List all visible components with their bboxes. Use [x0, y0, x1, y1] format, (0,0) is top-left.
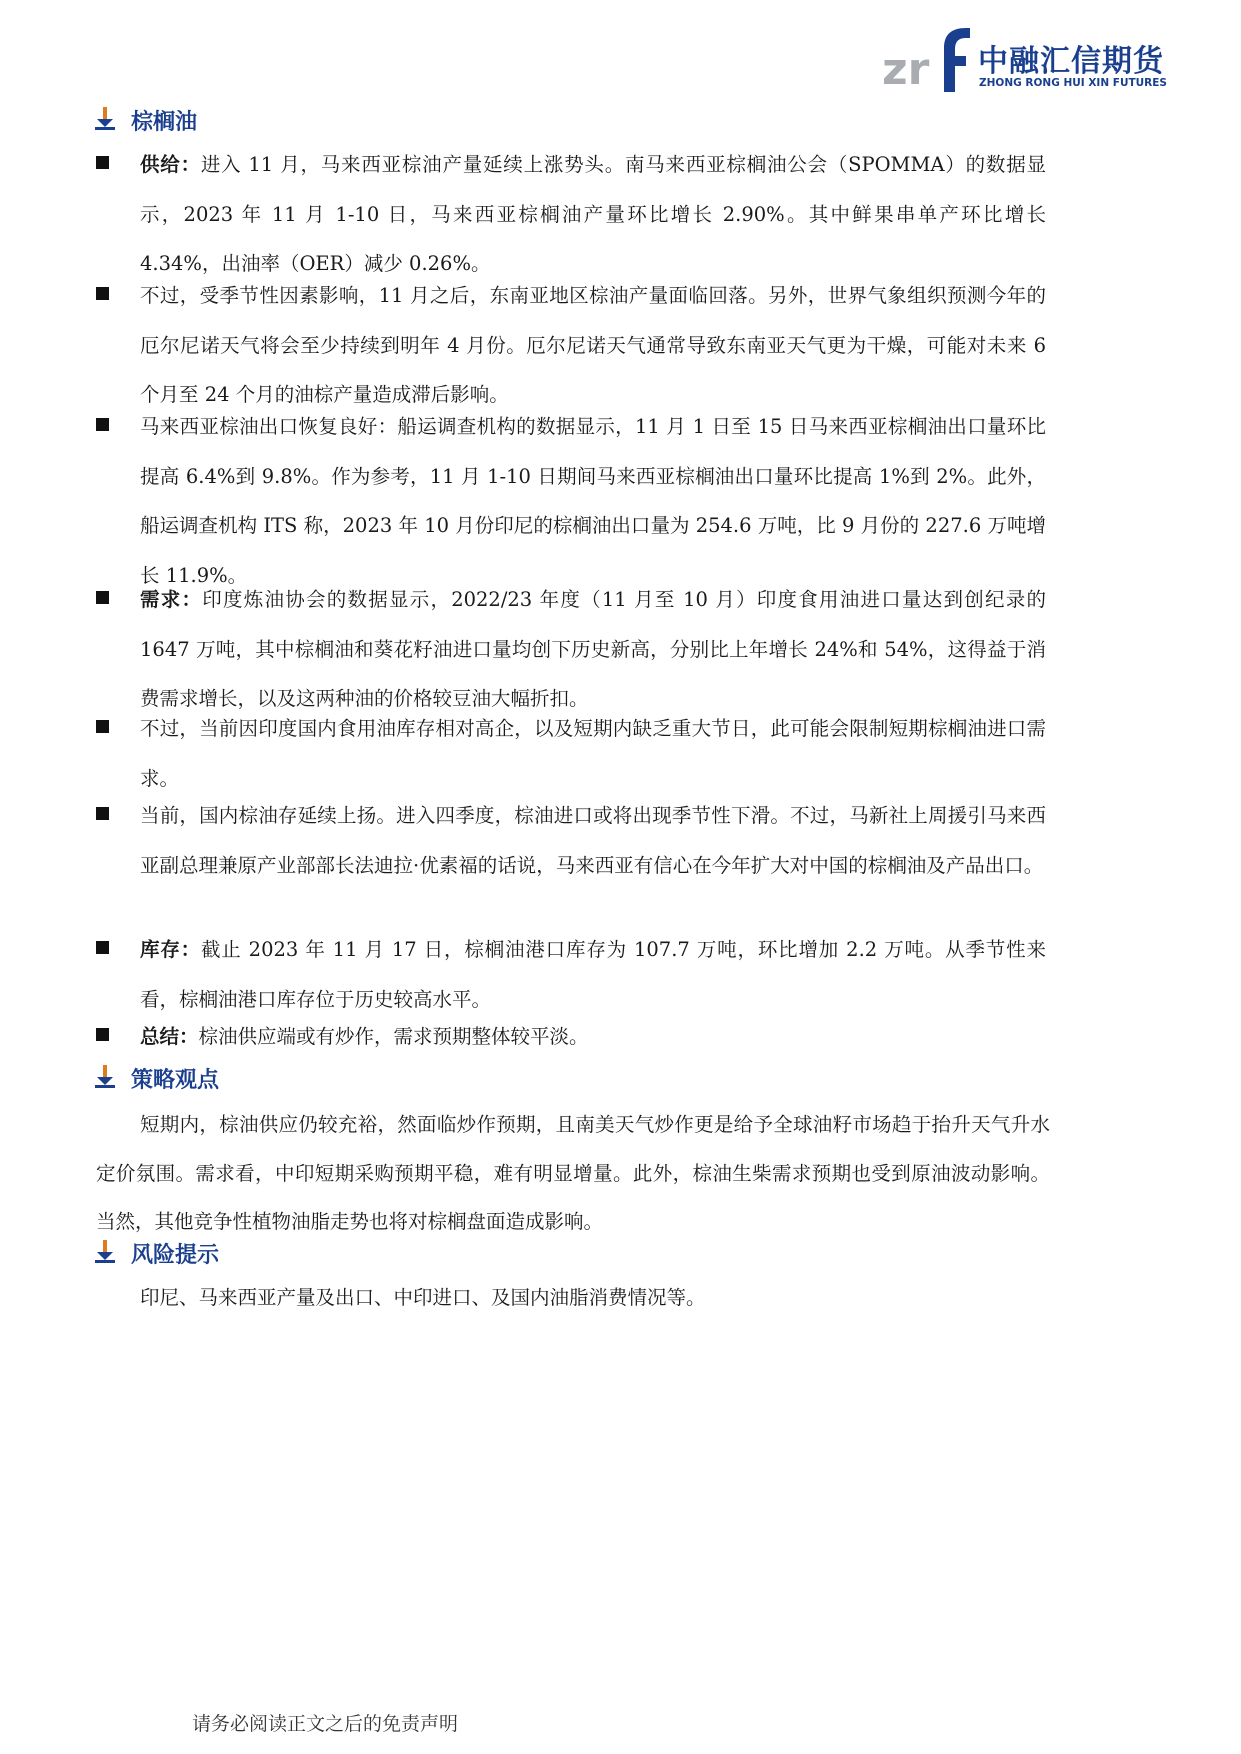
bullet-text: 不过，当前因印度国内食用油库存相对高企，以及短期内缺乏重大节日，此可能会限制短期棕榈油进口需求。 [140, 717, 1046, 790]
bullet-paragraph-inventory [96, 925, 1046, 1024]
bullet-text: 印度炼油协会的数据显示，2022/23 年度（11 月至 10 月）印度食用油进口量达到创纪录的 1647 万吨，其中棕榈油和葵花籽油进口量均创下历史新高，分别比上年增长 24%和 54%，这得益于消费需求增长，以及这两种油的价格较豆油大幅折扣。 [140, 588, 1046, 710]
zrf-logo-mark [882, 26, 972, 92]
bullet-text: 进入 11 月，马来西亚棕油产量延续上涨势头。南马来西亚棕榈油公会（SPOMMA）的数据显示，2023 年 11 月 1-10 日，马来西亚棕榈油产量环比增长 2.90%。其中鲜果串单产环比增长 4.34%，出油率（OER）减少 0.26%。 [140, 153, 1046, 275]
logo-name-en: ZHONG RONG HUI XIN FUTURES [979, 77, 1167, 89]
square-bullet-icon [96, 591, 109, 604]
section-heading-risk [93, 1235, 219, 1271]
footer-disclaimer: 请务必阅读正文之后的免责声明 [192, 1713, 459, 1735]
section-title: 风险提示 [131, 1242, 220, 1268]
arrow-bullet-icon [93, 1240, 117, 1266]
bullet-text: 马来西亚棕油出口恢复良好：船运调查机构的数据显示，11 月 1 日至 15 日马来西亚棕榈油出口量环比提高 6.4%到 9.8%。作为参考，11 月 1-10 日期间马来西亚棕榈油出口量环比提高 1%到 2%。此外，船运调查机构 ITS 称，2023 年 10 月份印尼的棕榈油出口量为 254.6 万吨，比 9 月份的 227.6 万吨增长 11.9%。 [140, 415, 1046, 587]
bullet-paragraph-india-stock [96, 704, 1046, 803]
bullet-paragraph-summary [96, 1012, 1046, 1062]
square-bullet-icon [96, 807, 109, 820]
bullet-paragraph-demand [96, 575, 1046, 724]
arrow-bullet-icon [93, 1065, 117, 1091]
bullet-label: 总结： [140, 1025, 199, 1048]
section-heading-strategy [93, 1060, 219, 1096]
square-bullet-icon [96, 287, 109, 300]
bullet-text: 不过，受季节性因素影响，11 月之后，东南亚地区棕油产量面临回落。另外，世界气象组织预测今年的厄尔尼诺天气将会至少持续到明年 4 月份。厄尔尼诺天气通常导致东南亚天气更为干燥，可能对未来 6 个月至 24 个月的油棕产量造成滞后影响。 [140, 284, 1046, 406]
bullet-label: 供给： [140, 153, 201, 176]
bullet-paragraph-export [96, 402, 1046, 600]
bullet-text: 截止 2023 年 11 月 17 日，棕榈油港口库存为 107.7 万吨，环比增加 2.2 万吨。从季节性来看，棕榈油港口库存位于历史较高水平。 [140, 938, 1046, 1011]
section-title: 策略观点 [131, 1067, 220, 1093]
bullet-paragraph-el-nino [96, 271, 1046, 420]
strategy-paragraph: 短期内，棕油供应仍较充裕，然面临炒作预期，且南美天气炒作更是给予全球油籽市场趋于抬升天气升水定价氛围。需求看，中印短期采购预期平稳，难有明显增量。此外，棕油生柴需求预期也受到原油波动影响。当然，其他竞争性植物油脂走势也将对棕榈盘面造成影响。 [96, 1113, 1050, 1233]
bullet-paragraph-supply [96, 140, 1046, 289]
bullet-text: 棕油供应端或有炒作，需求预期整体较平淡。 [198, 1025, 589, 1048]
section-heading-palm-oil [93, 102, 197, 138]
bullet-label: 需求： [140, 588, 203, 611]
bullet-paragraph-domestic [96, 791, 1046, 890]
bullet-label: 库存： [140, 938, 201, 961]
square-bullet-icon [96, 1028, 109, 1041]
square-bullet-icon [96, 418, 109, 431]
logo-name-cn: 中融汇信期货 [978, 44, 1164, 79]
bullet-text: 当前，国内棕油存延续上扬。进入四季度，棕油进口或将出现季节性下滑。不过，马新社上周援引马来西亚副总理兼原产业部部长法迪拉·优素福的话说，马来西亚有信心在今年扩大对中国的棕榈油及产品出口。 [140, 804, 1046, 877]
company-logo [882, 26, 1167, 96]
square-bullet-icon [96, 156, 109, 169]
square-bullet-icon [96, 941, 109, 954]
svg-text:zr: zr [882, 44, 930, 92]
risk-paragraph: 印尼、马来西亚产量及出口、中印进口、及国内油脂消费情况等。 [140, 1286, 706, 1309]
square-bullet-icon [96, 720, 109, 733]
arrow-bullet-icon [93, 107, 117, 133]
section-title: 棕榈油 [131, 109, 198, 135]
